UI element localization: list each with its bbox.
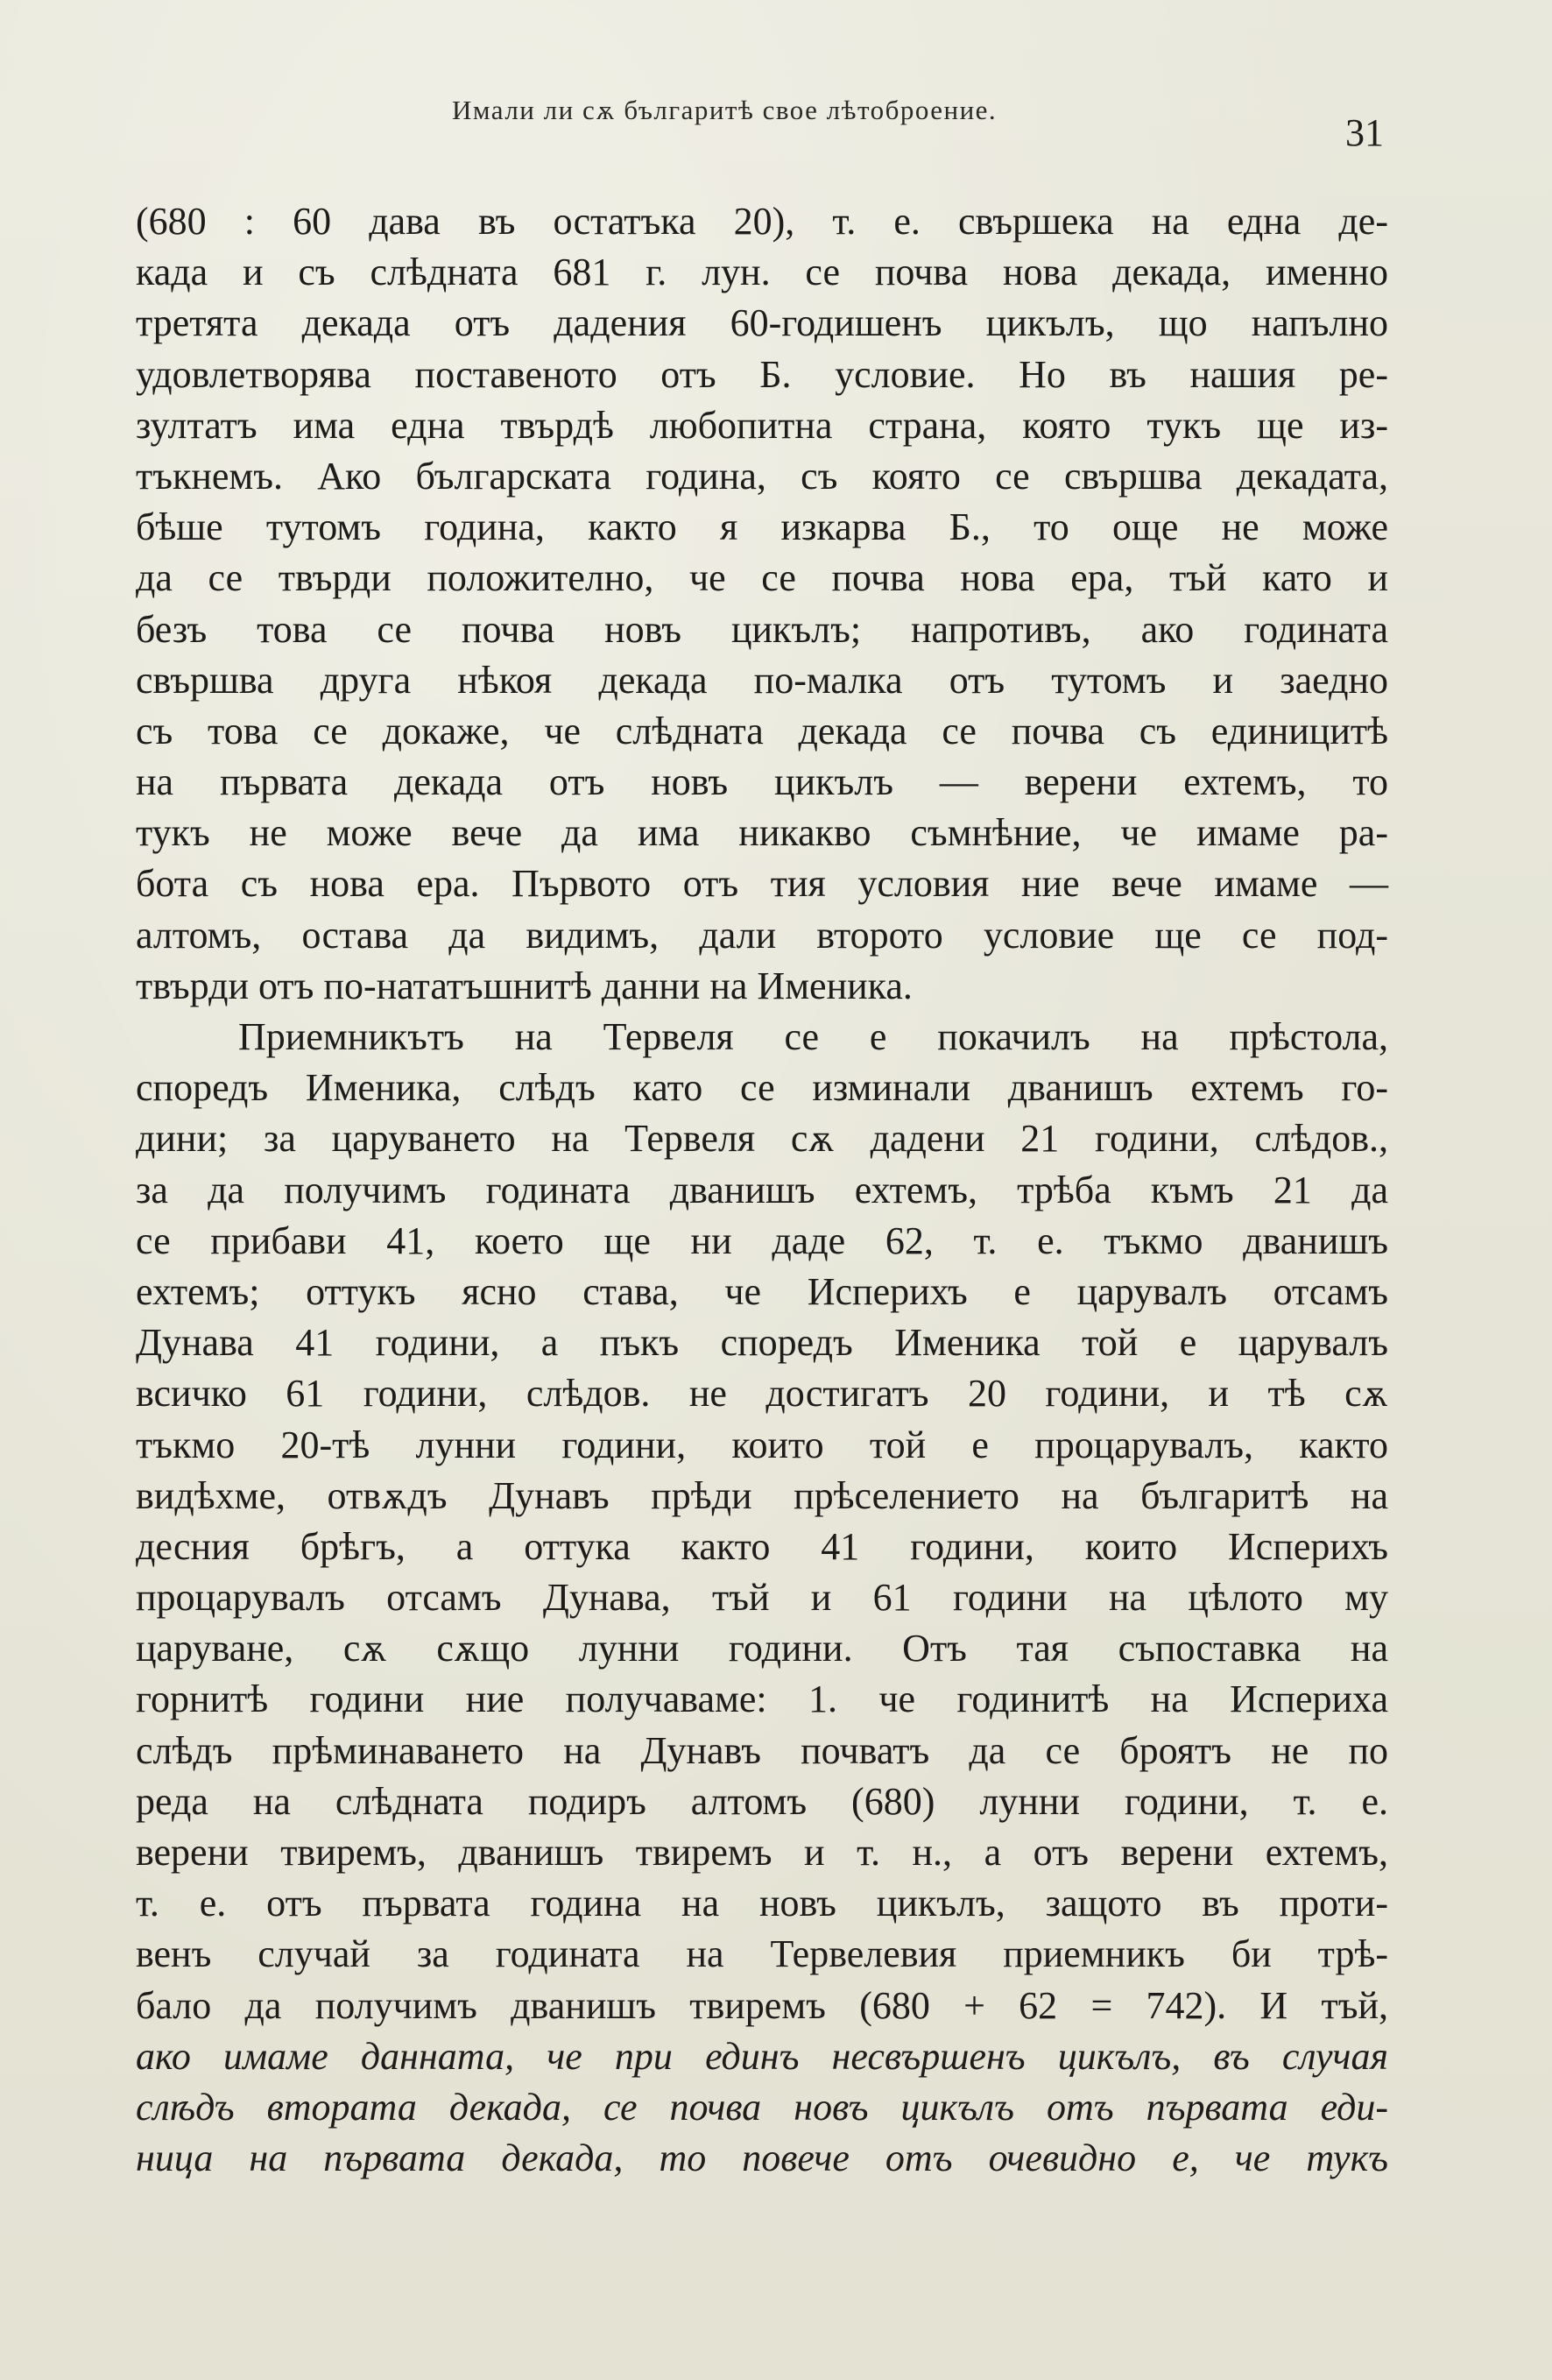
page-number: 31 bbox=[1345, 111, 1384, 154]
text-line: дини; за царуването на Тервеля сѫ дадени 21 години, слѣдов., bbox=[136, 1117, 1388, 1161]
text-line: съ това се докаже, че слѣдната декада се почва съ единицитѣ bbox=[136, 709, 1388, 752]
running-head bbox=[0, 95, 1552, 154]
text-line: тъкмо 20-тѣ лунни години, които той е процарувалъ, както bbox=[136, 1423, 1388, 1466]
italic-text-line: ако имаме данната, че при единъ несвършенъ цикълъ, въ случая bbox=[136, 2034, 1388, 2078]
text-line: безъ това се почва новъ цикълъ; напротивъ, ако годината bbox=[136, 607, 1388, 651]
text-line: када и съ слѣдната 681 г. лун. се почва нова декада, именно bbox=[136, 251, 1388, 294]
paragraph-first-line: Приемникътъ на Тервеля се е покачилъ на прѣстола, bbox=[238, 1015, 1388, 1058]
text-line: за да получимъ годината дванишъ ехтемъ, трѣба къмъ 21 да bbox=[136, 1168, 1388, 1211]
text-line: тукъ не може вече да има никакво съмнѣние, че имаме ра- bbox=[136, 811, 1388, 855]
text-line: твърди отъ по-нататъшнитѣ данни на Именика. bbox=[136, 964, 913, 1007]
text-line: ехтемъ; оттукъ ясно става, че Исперихъ е царувалъ отсамъ bbox=[136, 1269, 1388, 1313]
text-line: Дунава 41 години, а пъкъ споредъ Именика той е царувалъ bbox=[136, 1321, 1388, 1365]
body-text bbox=[136, 196, 1388, 2184]
text-line: се прибави 41, което ще ни даде 62, т. е. тъкмо дванишъ bbox=[136, 1218, 1388, 1262]
text-line: свършва друга нѣкоя декада по-малка отъ тутомъ и заедно bbox=[136, 658, 1388, 702]
text-line: бота съ нова ера. Първото отъ тия условия ние вече имаме — bbox=[136, 862, 1388, 906]
text-line: споредъ Именика, слѣдъ като се изминали дванишъ ехтемъ го- bbox=[136, 1066, 1388, 1110]
text-line: десния брѣгъ, а оттука както 41 години, които Исперихъ bbox=[136, 1524, 1388, 1568]
italic-text-line: ница на първата декада, то повече отъ очевидно е, че тукъ bbox=[136, 2136, 1388, 2180]
text-line: т. е. отъ първата година на новъ цикълъ, защото въ проти- bbox=[136, 1882, 1388, 1925]
text-line: да се твърди положително, че се почва нова ера, тъй като и bbox=[136, 556, 1388, 600]
text-line: бало да получимъ дванишъ твиремъ (680 + 62 = 742). И тъй, bbox=[136, 1983, 1388, 2027]
text-line: (680 : 60 дава въ остатъка 20), т. е. свършека на една де- bbox=[136, 200, 1388, 243]
text-line: алтомъ, остава да видимъ, дали второто условие ще се под- bbox=[136, 913, 1388, 957]
text-line: царуване, сѫ сѫщо лунни години. Отъ тая съпоставка на bbox=[136, 1627, 1388, 1670]
text-line: реда на слѣдната подиръ алтомъ (680) лунни години, т. е. bbox=[136, 1779, 1388, 1823]
text-line: горнитѣ години ние получаваме: 1. че годинитѣ на Испериха bbox=[136, 1677, 1388, 1721]
text-line: видѣхме, отвѫдъ Дунавъ прѣди прѣселението на българитѣ на bbox=[136, 1473, 1388, 1517]
text-line: на първата декада отъ новъ цикълъ — верени ехтемъ, то bbox=[136, 760, 1388, 804]
text-line: верени твиремъ, дванишъ твиремъ и т. н., а отъ верени ехтемъ, bbox=[136, 1831, 1388, 1874]
running-title: Имали ли сѫ българитѣ свое лѣтоброение. bbox=[452, 95, 998, 125]
italic-text-line: слѣдъ втората декада, се почва новъ цикълъ отъ първата еди- bbox=[136, 2085, 1388, 2129]
text-line: процарувалъ отсамъ Дунава, тъй и 61 години на цѣлото му bbox=[136, 1576, 1388, 1620]
text-line: удовлетворява поставеното отъ Б. условие. Но въ нашия ре- bbox=[136, 352, 1388, 396]
text-line: венъ случай за годината на Тервелевия приемникъ би трѣ- bbox=[136, 1932, 1388, 1976]
text-line: слѣдъ прѣминаването на Дунавъ почватъ да се броятъ не по bbox=[136, 1728, 1388, 1772]
text-line: третята декада отъ дадения 60-годишенъ цикълъ, що напълно bbox=[136, 301, 1388, 345]
text-line: бѣше тутомъ година, както я изкарва Б., то още не може bbox=[136, 505, 1388, 549]
text-line: тъкнемъ. Ако българската година, съ която се свършва декадата, bbox=[136, 454, 1388, 498]
text-line: всичко 61 години, слѣдов. не достигатъ 20 години, и тѣ сѫ bbox=[136, 1372, 1388, 1416]
text-line: зултатъ има една твърдѣ любопитна страна, която тукъ ще из- bbox=[136, 403, 1388, 447]
